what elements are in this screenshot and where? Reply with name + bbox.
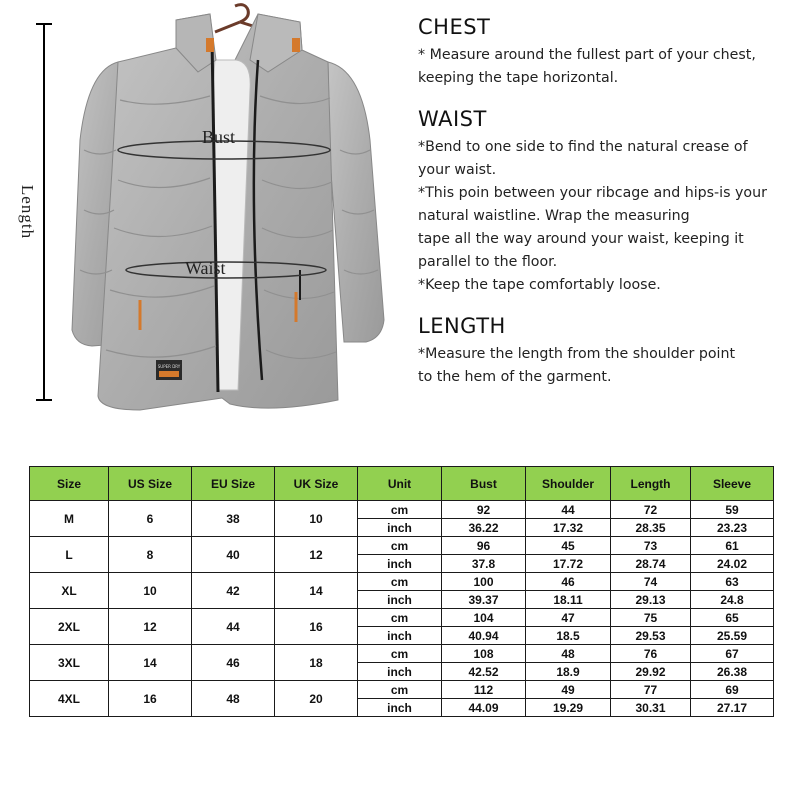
- unit-cell: cm: [358, 609, 442, 627]
- header-eu-size: EU Size: [192, 467, 275, 501]
- uk-size-cell: 10: [275, 501, 358, 537]
- us-size-cell: 12: [109, 609, 192, 645]
- us-size-cell: 6: [109, 501, 192, 537]
- us-size-cell: 10: [109, 573, 192, 609]
- unit-cell: inch: [358, 555, 442, 573]
- unit-cell: cm: [358, 681, 442, 699]
- table-header-row: [30, 467, 774, 501]
- unit-cell: cm: [358, 573, 442, 591]
- size-chart: [29, 466, 773, 717]
- uk-size-cell: 20: [275, 681, 358, 717]
- measurement-guide: [418, 14, 793, 405]
- header-uk-size: UK Size: [275, 467, 358, 501]
- bust-label: Bust: [202, 127, 236, 147]
- sleeve-cell: 27.17: [691, 699, 774, 717]
- uk-size-cell: 14: [275, 573, 358, 609]
- bust-cell: 100: [442, 573, 526, 591]
- waist-line: natural waistline. Wrap the measuring: [418, 208, 690, 224]
- jacket-illustration: [0, 0, 400, 440]
- waist-section: [418, 106, 793, 297]
- length-cell: 29.92: [611, 663, 691, 681]
- size-cell: M: [30, 501, 109, 537]
- size-cell: XL: [30, 573, 109, 609]
- eu-size-cell: 44: [192, 609, 275, 645]
- bust-cell: 112: [442, 681, 526, 699]
- sleeve-cell: 25.59: [691, 627, 774, 645]
- waist-line: parallel to the floor.: [418, 254, 558, 270]
- table-row: [30, 501, 774, 519]
- unit-cell: inch: [358, 519, 442, 537]
- chest-line: * Measure around the fullest part of your chest,: [418, 47, 756, 63]
- shoulder-cell: 47: [526, 609, 611, 627]
- bust-cell: 96: [442, 537, 526, 555]
- us-size-cell: 14: [109, 645, 192, 681]
- length-section: [418, 313, 793, 389]
- brand-patch: [156, 360, 182, 380]
- waist-heading: WAIST: [418, 107, 487, 131]
- header-shoulder: Shoulder: [526, 467, 611, 501]
- size-table: [29, 466, 774, 717]
- bust-cell: 39.37: [442, 591, 526, 609]
- unit-cell: cm: [358, 501, 442, 519]
- size-cell: 2XL: [30, 609, 109, 645]
- waist-line: tape all the way around your waist, keeping it: [418, 231, 744, 247]
- waist-line: your waist.: [418, 162, 497, 178]
- jacket-drawing: [0, 0, 400, 440]
- header-size: Size: [30, 467, 109, 501]
- uk-size-cell: 12: [275, 537, 358, 573]
- us-size-cell: 16: [109, 681, 192, 717]
- patch-label: SUPER DRY: [157, 364, 181, 369]
- table-row: [30, 573, 774, 591]
- length-cell: 73: [611, 537, 691, 555]
- chest-section: [418, 14, 793, 90]
- shoulder-cell: 18.5: [526, 627, 611, 645]
- us-size-cell: 8: [109, 537, 192, 573]
- header-length: Length: [611, 467, 691, 501]
- table-row: [30, 537, 774, 555]
- header-bust: Bust: [442, 467, 526, 501]
- bust-cell: 104: [442, 609, 526, 627]
- length-line: *Measure the length from the shoulder point: [418, 346, 736, 362]
- sleeve-cell: 63: [691, 573, 774, 591]
- length-cell: 29.13: [611, 591, 691, 609]
- length-cell: 29.53: [611, 627, 691, 645]
- sleeve-cell: 24.8: [691, 591, 774, 609]
- sleeve-cell: 69: [691, 681, 774, 699]
- bust-cell: 37.8: [442, 555, 526, 573]
- sleeve-cell: 65: [691, 609, 774, 627]
- length-cell: 28.35: [611, 519, 691, 537]
- shoulder-cell: 18.9: [526, 663, 611, 681]
- shoulder-cell: 48: [526, 645, 611, 663]
- chest-line: keeping the tape horizontal.: [418, 70, 619, 86]
- size-cell: 4XL: [30, 681, 109, 717]
- header-sleeve: Sleeve: [691, 467, 774, 501]
- shoulder-cell: 19.29: [526, 699, 611, 717]
- unit-cell: inch: [358, 591, 442, 609]
- sleeve-cell: 24.02: [691, 555, 774, 573]
- eu-size-cell: 40: [192, 537, 275, 573]
- eu-size-cell: 38: [192, 501, 275, 537]
- bust-cell: 40.94: [442, 627, 526, 645]
- bust-cell: 92: [442, 501, 526, 519]
- shoulder-cell: 44: [526, 501, 611, 519]
- bust-cell: 42.52: [442, 663, 526, 681]
- shoulder-cell: 18.11: [526, 591, 611, 609]
- waist-line: *Keep the tape comfortably loose.: [418, 277, 661, 293]
- shoulder-cell: 46: [526, 573, 611, 591]
- uk-size-cell: 18: [275, 645, 358, 681]
- length-cell: 30.31: [611, 699, 691, 717]
- chest-heading: CHEST: [418, 15, 491, 39]
- size-cell: L: [30, 537, 109, 573]
- eu-size-cell: 42: [192, 573, 275, 609]
- length-cell: 74: [611, 573, 691, 591]
- header-us-size: US Size: [109, 467, 192, 501]
- header-unit: Unit: [358, 467, 442, 501]
- sleeve-cell: 67: [691, 645, 774, 663]
- length-cell: 75: [611, 609, 691, 627]
- table-row: [30, 681, 774, 699]
- waist-label: Waist: [185, 258, 226, 278]
- table-row: [30, 609, 774, 627]
- size-cell: 3XL: [30, 645, 109, 681]
- length-cell: 28.74: [611, 555, 691, 573]
- bust-cell: 44.09: [442, 699, 526, 717]
- bust-cell: 108: [442, 645, 526, 663]
- unit-cell: cm: [358, 537, 442, 555]
- waist-line: *Bend to one side to find the natural crease of: [418, 139, 748, 155]
- uk-size-cell: 16: [275, 609, 358, 645]
- shoulder-cell: 17.72: [526, 555, 611, 573]
- waist-line: *This poin between your ribcage and hips-is your: [418, 185, 767, 201]
- length-indicator: [36, 24, 52, 400]
- sleeve-cell: 59: [691, 501, 774, 519]
- unit-cell: inch: [358, 663, 442, 681]
- sleeve-cell: 26.38: [691, 663, 774, 681]
- eu-size-cell: 48: [192, 681, 275, 717]
- sleeve-cell: 61: [691, 537, 774, 555]
- eu-size-cell: 46: [192, 645, 275, 681]
- length-cell: 76: [611, 645, 691, 663]
- table-row: [30, 645, 774, 663]
- length-cell: 77: [611, 681, 691, 699]
- length-label: Length: [18, 184, 37, 240]
- unit-cell: inch: [358, 699, 442, 717]
- shoulder-cell: 45: [526, 537, 611, 555]
- shoulder-cell: 49: [526, 681, 611, 699]
- unit-cell: cm: [358, 645, 442, 663]
- shoulder-cell: 17.32: [526, 519, 611, 537]
- unit-cell: inch: [358, 627, 442, 645]
- sleeve-cell: 23.23: [691, 519, 774, 537]
- length-heading: LENGTH: [418, 314, 506, 338]
- length-cell: 72: [611, 501, 691, 519]
- length-line: to the hem of the garment.: [418, 369, 612, 385]
- bust-cell: 36.22: [442, 519, 526, 537]
